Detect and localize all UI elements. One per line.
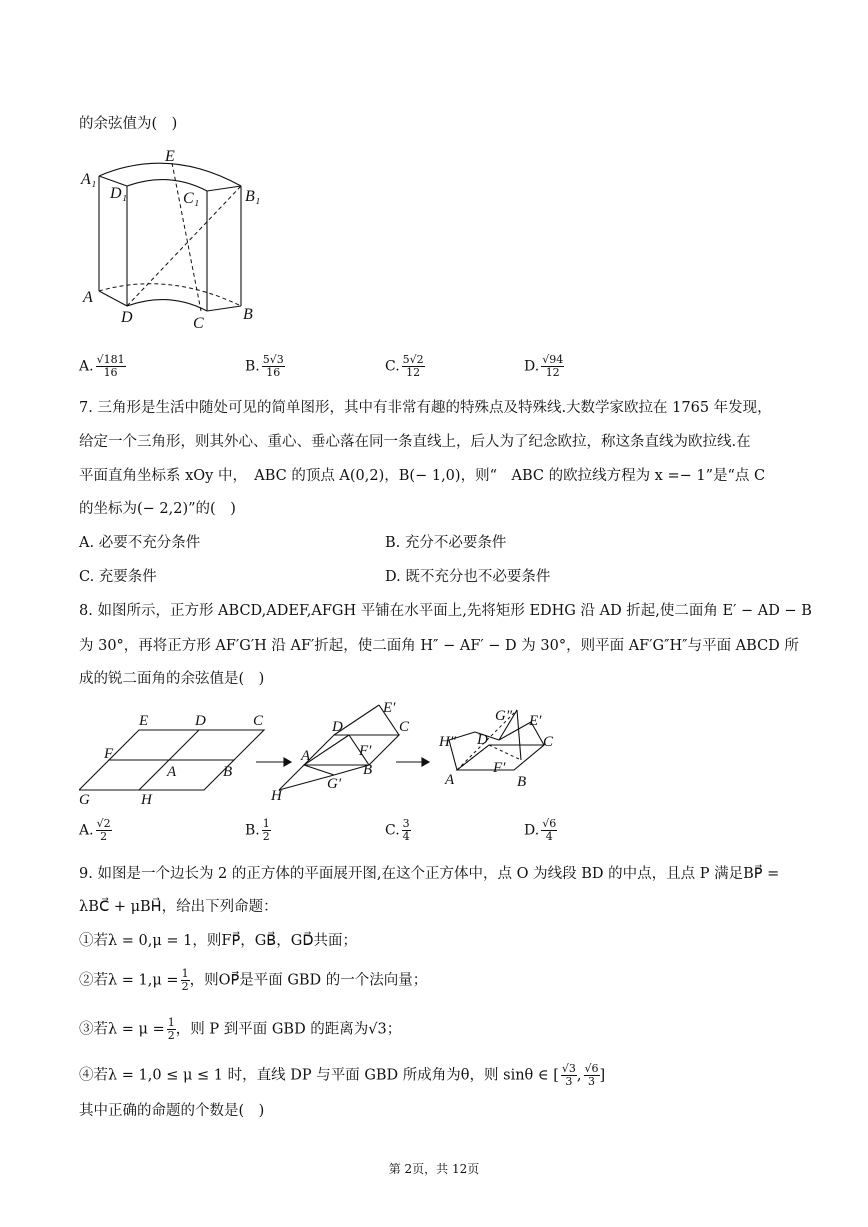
figure-curved-prism xyxy=(79,146,279,331)
fig1-label-B1: B₁ xyxy=(245,188,261,205)
fig2a-label-E: E xyxy=(139,713,149,729)
fig2a-label-D: D xyxy=(195,713,206,729)
fig2b-label-B: B xyxy=(363,762,373,778)
q9-question: 其中正确的命题的个数是( ) xyxy=(79,1103,265,1119)
fig1-label-C1: C₁ xyxy=(183,190,200,207)
fig2b-label-H: H xyxy=(271,788,282,804)
fig2b-label-F: F′ xyxy=(359,743,372,759)
q8-line-3: 成的锐二面角的余弦值是( ) xyxy=(79,671,265,687)
fig1-label-D: D xyxy=(121,309,133,326)
fig2a-label-H: H xyxy=(141,792,152,808)
fig2b-label-G: G′ xyxy=(327,776,342,792)
fig2b-label-D: D xyxy=(332,719,343,735)
q8-option-d[interactable]: D. $\frac{√6}{4}$ xyxy=(524,817,557,843)
fig2a-label-C: C xyxy=(253,713,264,729)
fig2c-label-G: G″ xyxy=(495,708,513,724)
q7-line-3: 平面直角坐标系 xOy 中， ABC 的顶点 A(0,2)，B(− 1,0)，则“ ABC 的欧拉线方程为 x =− 1”是“点 C xyxy=(79,468,766,484)
q7-line-4: 的坐标为(− 2,2)”的( ) xyxy=(79,501,236,517)
q8-option-b[interactable]: B. $\frac{1}{2}$ xyxy=(245,817,270,843)
fig2c-label-C: C xyxy=(543,734,554,750)
figure-folding-squares xyxy=(79,700,579,810)
fig1-label-C: C xyxy=(193,315,204,331)
fig2b-label-C: C xyxy=(399,719,410,735)
page-footer: 第 2页，共 12页 xyxy=(388,1162,480,1176)
fig2b-label-E: E′ xyxy=(383,700,396,716)
q8-option-c[interactable]: C. $\frac{3}{4}$ xyxy=(385,817,410,843)
fig2a-label-G: G xyxy=(79,792,90,808)
q9-line-2: λBC⃗ + μBH⃗，给出下列命题： xyxy=(79,899,278,915)
q7-line-1: 7. 三角形是生活中随处可见的简单图形，其中有非常有趣的特殊点及特殊线.大数学家欧拉在 1765 年发现， xyxy=(79,400,772,416)
q7-option-b[interactable]: B. 充分不必要条件 xyxy=(385,535,507,551)
q9-item-4: ④若λ = 1,0 ≤ μ ≤ 1 时，直线 DP 与平面 GBD 所成角为θ，则 sinθ ∈ [ $\frac{√3}{3}$ , $\frac{√6}{3}$ ] xyxy=(79,1062,606,1088)
fig2a-label-B: B xyxy=(223,764,233,780)
q6-option-d[interactable]: D. $\frac{√94}{12}$ xyxy=(524,353,564,379)
fig1-label-A1: A₁ xyxy=(81,171,97,188)
fig1-label-A: A xyxy=(83,289,93,306)
fig1-label-B: B xyxy=(243,306,253,323)
fig2c-label-E: E′ xyxy=(529,713,542,729)
q8-line-2: 为 30°，再将正方形 AF′G′H 沿 AF′折起，使二面角 H″ − AF′ − D 为 30°，则平面 AF′G″H″与平面 ABCD 所 xyxy=(79,638,799,654)
fig2a-label-A: A xyxy=(167,764,177,780)
fig2b-label-A: A xyxy=(301,748,311,764)
fig2c-label-H: H″ xyxy=(439,734,457,750)
q6-tail: 的余弦值为( ) xyxy=(79,116,178,132)
fig2c-label-D: D xyxy=(477,732,488,748)
q6-option-c[interactable]: C. $\frac{5√2}{12}$ xyxy=(385,353,424,379)
q7-line-2: 给定一个三角形，则其外心、重心、垂心落在同一条直线上，后人为了纪念欧拉，称这条直线为欧拉线.在 xyxy=(79,434,751,450)
q8-option-a[interactable]: A. $\frac{√2}{2}$ xyxy=(79,817,111,843)
q6-option-b[interactable]: B. $\frac{5√3}{16}$ xyxy=(245,353,284,379)
fig2c-label-A: A xyxy=(445,772,455,788)
q8-line-1: 8. 如图所示，正方形 ABCD,ADEF,AFGH 平铺在水平面上,先将矩形 EDHG 沿 AD 折起,使二面角 E′ − AD − B xyxy=(79,603,812,619)
fig2c-label-F: F′ xyxy=(493,760,506,776)
q7-option-d[interactable]: D. 既不充分也不必要条件 xyxy=(385,569,551,585)
q9-item-1: ①若λ = 0,μ = 1，则FP⃗，GB⃗，GD⃗共面； xyxy=(79,933,357,949)
fig2a-label-F: F xyxy=(104,746,114,762)
q6-option-a[interactable]: A. $\frac{√181}{16}$ xyxy=(79,353,125,379)
q9-item-3: ③若λ = μ = $\frac{1}{2}$ ，则 P 到平面 GBD 的距离为√3； xyxy=(79,1016,402,1042)
q7-option-a[interactable]: A. 必要不充分条件 xyxy=(79,535,201,551)
q9-item-2: ②若λ = 1,μ = $\frac{1}{2}$ ，则OP⃗是平面 GBD 的一个法向量； xyxy=(79,967,428,993)
fig1-label-D1: D₁ xyxy=(110,185,128,202)
fig2c-label-B: B xyxy=(517,774,527,790)
q7-option-c[interactable]: C. 充要条件 xyxy=(79,569,157,585)
fig1-label-E: E xyxy=(165,148,175,165)
q9-line-1: 9. 如图是一个边长为 2 的正方体的平面展开图,在这个正方体中，点 O 为线段 BD 的中点，且点 P 满足BP⃗ = xyxy=(79,866,780,882)
